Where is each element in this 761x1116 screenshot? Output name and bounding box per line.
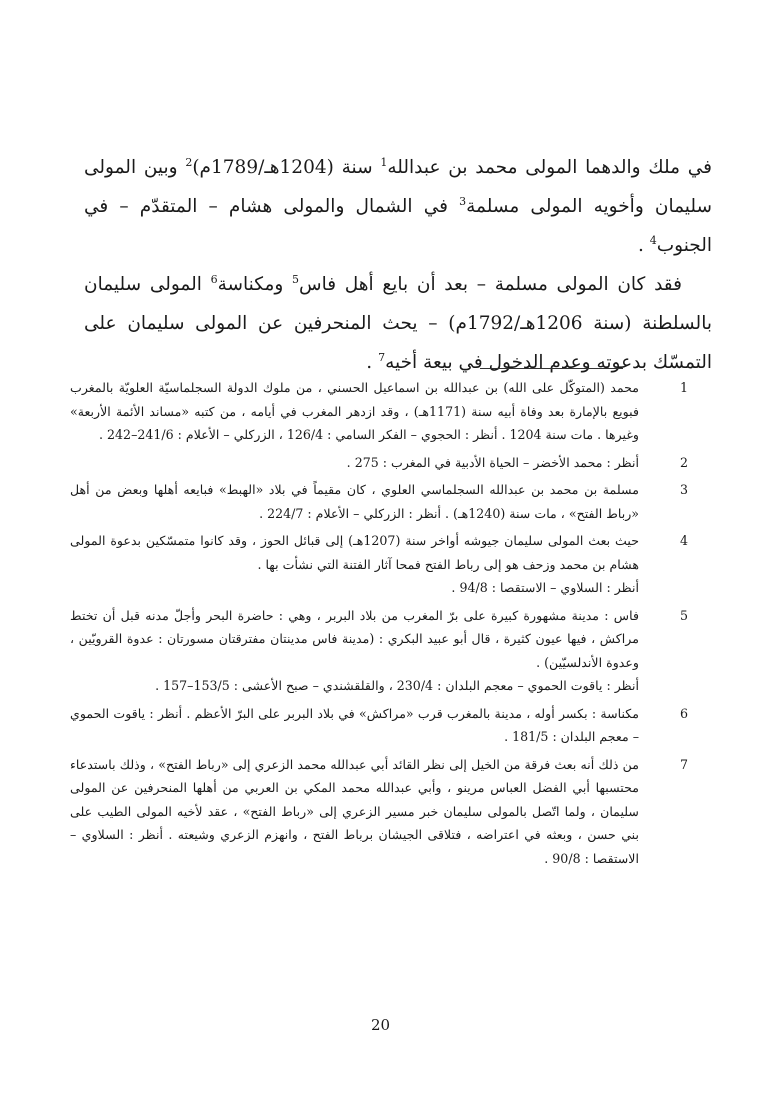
footnote xyxy=(70,529,688,600)
footnote-text: محمد (المتوكّل على الله) بن عبدالله بن اسماعيل الحسني ، من ملوك الدولة السجلماسيّة العلويّة بالمغرب فبويع بالإمارة بعد وفاة أبيه سنة (1171هـ) ، وقد ازدهر المغرب في أيامه ، من كتبه «مساند الأئمة الأربعة» وغيرها . مات سنة 1204 . أنظر : الحجوي – الفكر السامي : 126/4 ، الزركلي – الأعلام : 241/6–242 . xyxy=(70,380,639,442)
footnote-ref-6: 6 xyxy=(210,272,218,286)
footnote-reference: أنظر : ياقوت الحموي – معجم البلدان : 230/4 ، والقلقشندي – صبح الأعشى : 153/5–157 . xyxy=(155,678,639,693)
text-run: في ملك والدهما المولى محمد بن عبدالله xyxy=(387,157,712,178)
footnote-separator xyxy=(480,368,623,369)
footnote-number: 6 xyxy=(679,705,688,721)
footnotes xyxy=(70,372,688,870)
footnote-number: 5 xyxy=(679,607,688,623)
footnote-number: 4 xyxy=(679,533,688,548)
footnote xyxy=(70,753,688,871)
footnote-text: من ذلك أنه بعث فرقة من الخيل إلى نظر القائد أبي عبدالله محمد الزعري إلى «رباط الفتح» ، وذلك باستدعاء محتسبها أبي الفضل العباس مرينو ، وأبي عبدالله محمد المكي بن العربي من أهلها المنحرفين عن المولى سليمان ، ولما اتّصل بالمولى سليمان خبر مسير الزعري إلى «رباط الفتح» ، عقد لأخيه المولى الطيب على بني حسن ، وبعثه في اعتراضه ، فتلاقى الجيشان برباط الفتح ، وانهزم الزعري وشيعته . أنظر : السلاوي – الاستقصا : 90/8 . xyxy=(70,756,639,866)
footnote-ref-5: 5 xyxy=(292,272,300,286)
footnote-text: مكناسة : بكسر أوله ، مدينة بالمغرب قرب «مراكش» في بلاد البربر على البرّ الأعظم . أنظر : ياقوت الحموي – معجم البلدان : 181/5 . xyxy=(70,705,639,744)
footnote xyxy=(70,604,688,698)
page-number: 20 xyxy=(370,1016,391,1034)
footnote-number: 3 xyxy=(679,482,688,497)
footnote xyxy=(70,451,688,475)
footnote-ref-4: 4 xyxy=(649,233,657,247)
footnote-ref-2: 2 xyxy=(185,155,193,169)
footnote-ref-1: 1 xyxy=(380,155,388,169)
text-run: . xyxy=(637,235,650,256)
footnote-number: 1 xyxy=(679,380,688,395)
text-run: ومكناسة xyxy=(217,274,293,295)
text-run: سنة (1204هـ/1789م) xyxy=(192,157,381,178)
text-run: وبين المولى سليمان وأخويه المولى مسلمة xyxy=(84,157,713,217)
text-run: . xyxy=(366,352,379,373)
footnote-number: 7 xyxy=(679,756,688,772)
footnote-ref-7: 7 xyxy=(378,350,386,364)
footnote xyxy=(70,478,688,525)
text-run: في الشمال والمولى هشام – المتقدّم – في الجنوب xyxy=(84,196,712,256)
paragraph-1 xyxy=(84,148,712,265)
text-run: فقد كان المولى مسلمة – بعد أن بايع أهل فاس xyxy=(299,274,682,295)
footnote-number: 2 xyxy=(679,454,688,470)
footnote-reference: أنظر : السلاوي – الاستقصا : 94/8 . xyxy=(451,580,639,595)
footnote-text: مسلمة بن محمد بن عبدالله السجلماسي العلوي ، كان مقيماً في بلاد «الهبط» فبايعه أهلها وبعض من أهل «رباط الفتح» ، مات سنة (1240هـ) . أنظر : الزركلي – الأعلام : 224/7 . xyxy=(70,482,639,521)
footnote-ref-3: 3 xyxy=(459,194,467,208)
footnote xyxy=(70,376,688,447)
footnote-text: فاس : مدينة مشهورة كبيرة على برّ المغرب من بلاد البربر ، وهي : حاضرة البحر وأجلّ مدنه قبل أن تختط مراكش ، فيها عيون كثيرة ، قال أبو عبيد البكري : (مدينة فاس مدينتان مفترقتان مسورتان : عدوة القرويّين ، وعدوة الأندلسيّين) . xyxy=(70,607,639,670)
paragraph-2 xyxy=(84,265,712,382)
text-run: المولى سليمان بالسلطنة (سنة 1206هـ/1792م) – يحث المنحرفين عن المولى سليمان على التمسّك بدعوته وعدم الدخول في بيعة أخيه xyxy=(84,274,712,373)
footnote-text: حيث بعث المولى سليمان جيوشه أواخر سنة (1207هـ) إلى قبائل الحوز ، وقد كانوا متمسّكين بدعوة المولى هشام بن محمد وزحف هو إلى رباط الفتح فمحا آثار الفتنة التي نشأت بها . xyxy=(70,533,639,572)
footnote-text: أنظر : محمد الأخضر – الحياة الأدبية في المغرب : 275 . xyxy=(346,454,639,470)
main-text xyxy=(84,148,712,382)
footnote xyxy=(70,702,688,749)
